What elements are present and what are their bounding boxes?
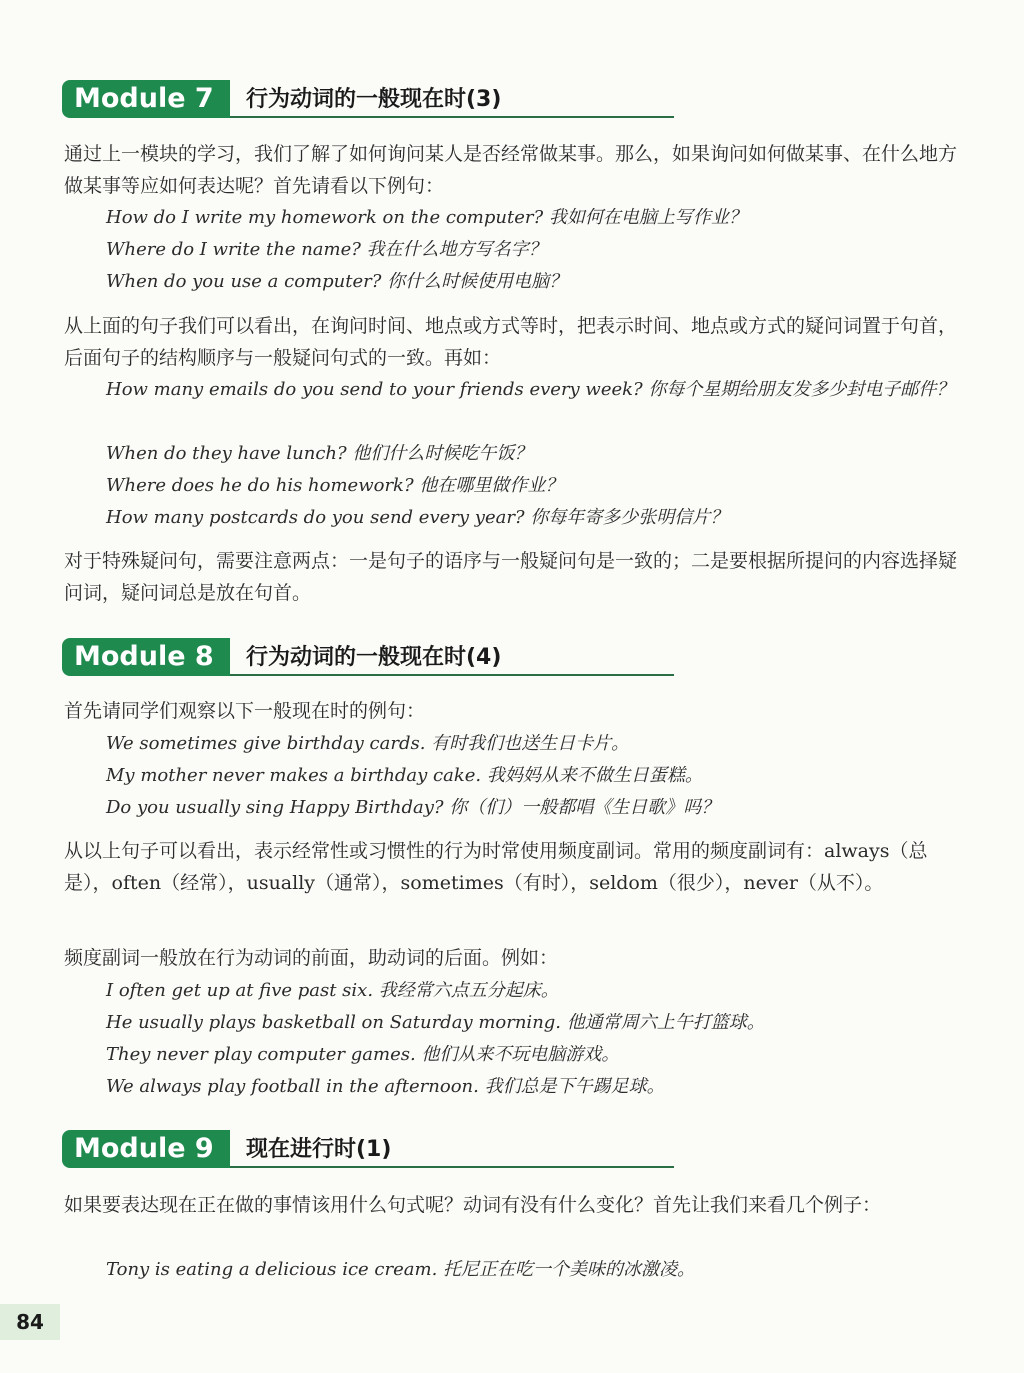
- module-7-example: How many postcards do you send every year? 你每年寄多少张明信片？: [106, 507, 729, 528]
- module-8-intro: 首先请同学们观察以下一般现在时的例句：: [64, 700, 426, 722]
- module-7-intro: 通过上一模块的学习，我们了解了如何询问某人是否经常做某事。那么，如果询问如何做某事、在什么地方做某事等应如何表达呢？首先请看以下例句：: [64, 143, 958, 197]
- module-7-header: [62, 80, 674, 122]
- module-9-badge: Module 9: [62, 1130, 230, 1168]
- module-9-example: Tony is eating a delicious ice cream. 托尼正在吃一个美味的冰激凌。: [106, 1259, 696, 1280]
- module-8-badge: Module 8: [62, 638, 230, 676]
- module-8-middle-2: 频度副词一般放在行为动词的前面，助动词的后面。例如：: [64, 947, 559, 969]
- module-8-example: We sometimes give birthday cards. 有时我们也送生日卡片。: [106, 733, 630, 754]
- module-8-title: 行为动词的一般现在时(4): [246, 645, 502, 670]
- module-8-middle: 从以上句子可以看出，表示经常性或习惯性的行为时常使用频度副词。常用的频度副词有：always（总是），often（经常），usually（通常），sometimes（有时），seldom（很少），never（从不）。: [64, 840, 928, 894]
- module-7-badge: Module 7: [62, 80, 230, 118]
- module-8-rule: [230, 674, 674, 676]
- module-7-example: How do I write my homework on the computer? 我如何在电脑上写作业？: [106, 207, 747, 228]
- module-7-example: When do they have lunch? 他们什么时候吃午饭？: [106, 443, 533, 464]
- module-9-intro: 如果要表达现在正在做的事情该用什么句式呢？动词有没有什么变化？首先让我们来看几个例子：: [64, 1194, 882, 1216]
- module-9-title: 现在进行时(1): [246, 1137, 392, 1162]
- module-9-header: [62, 1130, 674, 1172]
- module-9-rule: [230, 1166, 674, 1168]
- module-8-example: We always play football in the afternoon. 我们总是下午踢足球。: [106, 1076, 665, 1097]
- module-8-example: My mother never makes a birthday cake. 我妈妈从来不做生日蛋糕。: [106, 765, 703, 786]
- page-number: 84: [0, 1304, 60, 1340]
- module-7-title: 行为动词的一般现在时(3): [246, 87, 502, 112]
- module-7-example: Where do I write the name? 我在什么地方写名字？: [106, 239, 547, 260]
- module-7-middle: 从上面的句子我们可以看出，在询问时间、地点或方式等时，把表示时间、地点或方式的疑问词置于句首，后面句子的结构顺序与一般疑问句式的一致。再如：: [64, 315, 958, 369]
- module-8-example: They never play computer games. 他们从来不玩电脑游戏。: [106, 1044, 620, 1065]
- module-8-example: Do you usually sing Happy Birthday? 你（们）一般都唱《生日歌》吗？: [106, 797, 720, 818]
- module-8-example: I often get up at five past six. 我经常六点五分起床。: [106, 980, 559, 1001]
- module-7-example: How many emails do you send to your friends every week? 你每个星期给朋友发多少封电子邮件？: [106, 379, 955, 400]
- module-7-rule: [230, 116, 674, 118]
- module-7-example: When do you use a computer? 你什么时候使用电脑？: [106, 271, 568, 292]
- module-7-example: Where does he do his homework? 他在哪里做作业？: [106, 475, 564, 496]
- module-8-example: He usually plays basketball on Saturday morning. 他通常周六上午打篮球。: [106, 1012, 765, 1033]
- module-8-header: [62, 638, 674, 680]
- module-7-conclusion: 对于特殊疑问句，需要注意两点：一是句子的语序与一般疑问句是一致的；二是要根据所提问的内容选择疑问词，疑问词总是放在句首。: [64, 550, 958, 604]
